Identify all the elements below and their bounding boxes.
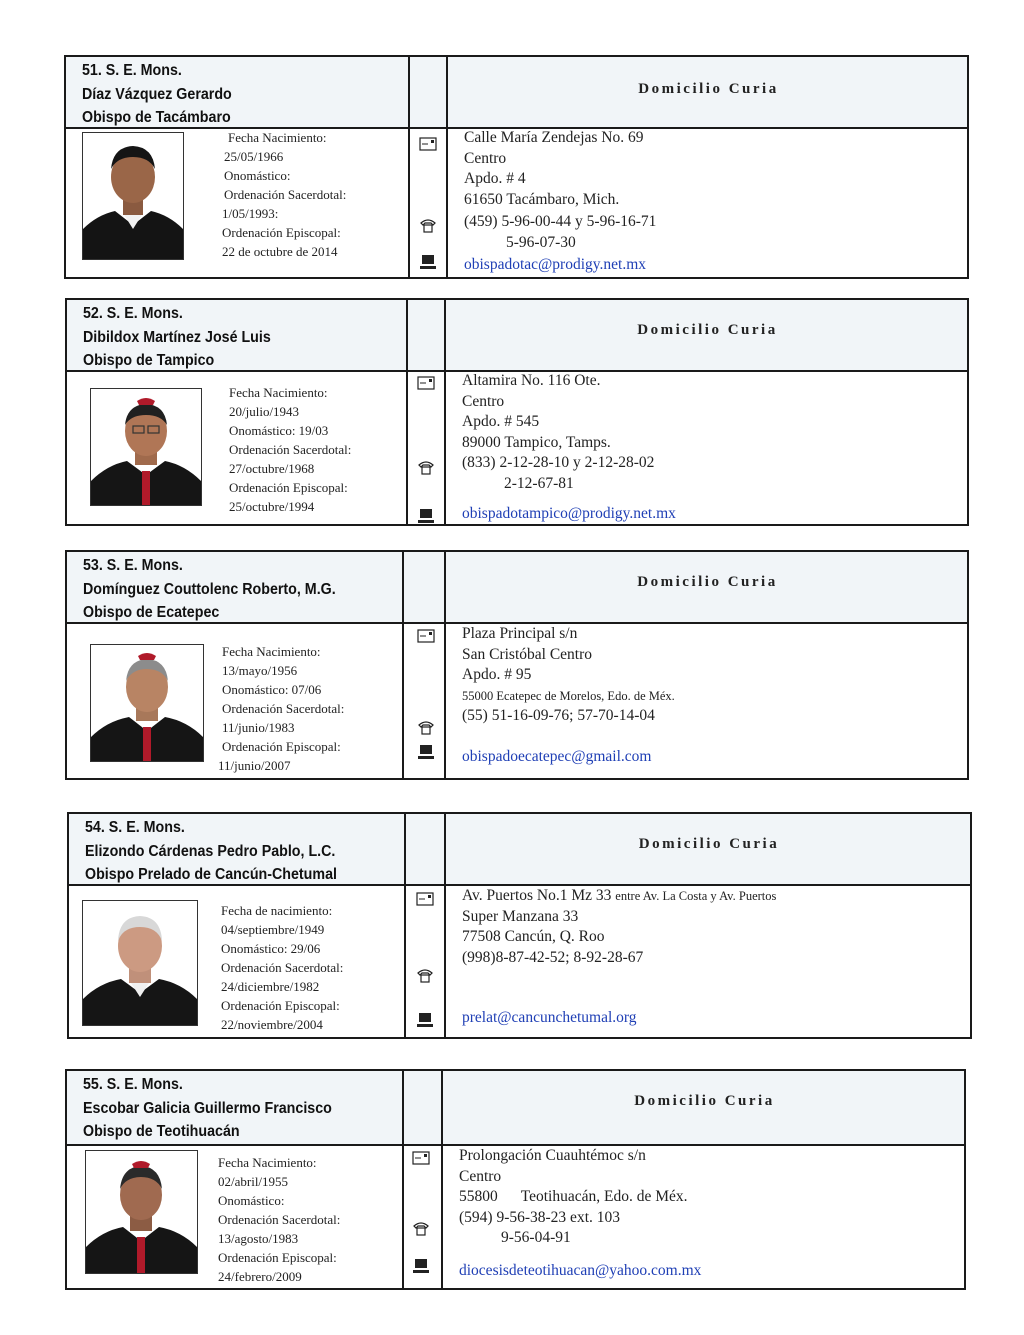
bio-line: 22 de octubre de 2014 (222, 244, 338, 259)
computer-icon (417, 743, 435, 761)
bishop-role: Obispo de Teotihuacán (83, 1123, 240, 1140)
mail-icon (419, 135, 437, 153)
address-line: 55800 Teotihuacán, Edo. de Méx. (459, 1188, 688, 1205)
portrait-image (91, 645, 203, 761)
phone-line: (459) 5-96-00-44 y 5-96-16-71 (464, 213, 657, 230)
address-line: San Cristóbal Centro (462, 645, 593, 663)
address-line: Prolongación Cuauhtémoc s/n (459, 1147, 646, 1164)
address-line: Apdo. # 95 (462, 666, 532, 683)
bio-line: Fecha Nacimiento: (222, 644, 321, 659)
bio-line: Onomástico: (224, 168, 291, 183)
domicilio-curia-heading: Domicilio Curia (638, 836, 780, 852)
bishop-name-block (83, 554, 336, 625)
bio-line: Ordenación Episcopal: (229, 480, 348, 495)
portrait-image (86, 1151, 197, 1273)
address-line: Altamira No. 116 Ote. (462, 372, 601, 389)
address-line: Calle María Zendejas No. 69 (464, 129, 644, 146)
domicilio-curia-heading: Domicilio Curia (637, 574, 778, 590)
bio-line: Onomástico: 29/06 (221, 941, 321, 956)
bio-line: Ordenación Sacerdotal: (224, 187, 347, 202)
phone-icon (419, 216, 437, 234)
address-note: entre Av. La Costa y Av. Puertos (615, 889, 777, 903)
bishop-entry-53 (65, 550, 969, 780)
bishop-title: 51. S. E. Mons. (82, 62, 182, 79)
phone-line: 5-96-07-30 (506, 233, 576, 251)
email-link[interactable]: prelat@cancunchetumal.org (462, 1009, 637, 1026)
bio-line: 27/octubre/1968 (229, 461, 315, 476)
bishop-bio (229, 383, 351, 516)
bishop-name: Escobar Galicia Guillermo Francisco (83, 1099, 332, 1117)
phone-icon (417, 718, 435, 736)
bio-line: Fecha Nacimiento: (218, 1155, 317, 1170)
bishop-bio (218, 1153, 340, 1286)
address-line: Plaza Principal s/n (462, 625, 578, 642)
curia-address (459, 1146, 701, 1281)
address-line: Centro (462, 392, 505, 410)
curia-address (462, 624, 675, 767)
bio-line: Fecha de nacimiento: (221, 903, 333, 918)
bishop-bio (221, 901, 343, 1034)
mail-icon (417, 374, 435, 392)
domicilio-curia-heading: Domicilio Curia (638, 81, 779, 97)
bishop-photo (85, 1150, 198, 1274)
bio-line: 20/julio/1943 (229, 404, 300, 419)
bio-line: 11/junio/2007 (218, 758, 291, 773)
bio-line: 13/agosto/1983 (218, 1231, 299, 1246)
bio-line: Fecha Nacimiento: (228, 130, 327, 145)
phone-line: 9-56-04-91 (501, 1229, 571, 1246)
address-line: 77508 Cancún, Q. Roo (462, 928, 605, 945)
bishop-entry-54 (67, 812, 972, 1039)
bio-line: Ordenación Episcopal: (218, 1250, 337, 1265)
bio-line: Fecha Nacimiento: (229, 385, 328, 400)
phone-line: (998)8-87-42-52; 8-92-28-67 (462, 948, 644, 966)
domicilio-curia-heading: Domicilio Curia (637, 322, 778, 338)
bishop-name: Díaz Vázquez Gerardo (82, 85, 232, 103)
bio-line: 02/abril/1955 (218, 1174, 289, 1189)
bio-line: 1/05/1993: (222, 206, 279, 221)
computer-icon (417, 507, 435, 525)
bio-line: Ordenación Sacerdotal: (229, 442, 352, 457)
computer-icon (412, 1257, 430, 1275)
bishop-name: Domínguez Couttolenc Roberto, M.G. (83, 580, 336, 598)
bio-line: Onomástico: 07/06 (222, 682, 322, 697)
bio-line: Ordenación Episcopal: (221, 998, 340, 1013)
mail-icon (417, 627, 435, 645)
mail-icon (416, 890, 434, 908)
bishop-entry-52 (65, 298, 969, 526)
computer-icon (416, 1011, 434, 1029)
bishop-role: Obispo de Tacámbaro (82, 109, 231, 126)
bio-line: Ordenación Episcopal: (222, 739, 341, 754)
bishop-photo (82, 132, 184, 260)
bishop-photo (90, 388, 202, 506)
bishop-photo (82, 900, 198, 1026)
address-line: Super Manzana 33 (462, 907, 579, 925)
address-line: Centro (464, 149, 507, 167)
address-line: 61650 Tacámbaro, Mich. (464, 190, 620, 208)
email-link[interactable]: obispadotac@prodigy.net.mx (464, 256, 647, 273)
phone-icon (412, 1219, 430, 1237)
phone-icon (417, 458, 435, 476)
bio-line: Ordenación Episcopal: (222, 225, 341, 240)
bishop-name: Elizondo Cárdenas Pedro Pablo, L.C. (85, 842, 336, 860)
bishop-role: Obispo de Ecatepec (83, 604, 220, 621)
bio-line: 13/mayo/1956 (222, 663, 298, 678)
bio-line: 24/febrero/2009 (218, 1269, 302, 1284)
bio-line: 25/05/1966 (224, 149, 284, 164)
address-line: Centro (459, 1167, 502, 1185)
email-link[interactable]: diocesisdeteotihuacan@yahoo.com.mx (459, 1261, 702, 1279)
address-line: Apdo. # 4 (464, 170, 526, 187)
curia-address (464, 128, 656, 276)
bio-line: 04/septiembre/1949 (221, 922, 325, 937)
phone-icon (416, 966, 434, 984)
bishop-role: Obispo de Tampico (83, 352, 215, 369)
mail-icon (412, 1149, 430, 1167)
bio-line: 25/octubre/1994 (229, 499, 315, 514)
phone-line: (833) 2-12-28-10 y 2-12-28-02 (462, 454, 655, 471)
bio-line: 22/noviembre/2004 (221, 1017, 323, 1032)
portrait-image (91, 389, 201, 505)
bishop-bio (222, 128, 346, 261)
address-line: Av. Puertos No.1 Mz 33 (462, 887, 612, 904)
bishop-bio (218, 642, 344, 775)
curia-address (462, 371, 676, 525)
bishop-title: 52. S. E. Mons. (83, 305, 183, 322)
bio-line: 24/diciembre/1982 (221, 979, 320, 994)
bishop-name-block (83, 1073, 332, 1144)
email-link[interactable]: obispadoecatepec@gmail.com (462, 747, 652, 765)
phone-line: (594) 9-56-38-23 ext. 103 (459, 1208, 620, 1226)
bio-line: Onomástico: (218, 1193, 285, 1208)
bishop-title: 54. S. E. Mons. (85, 819, 185, 836)
bishop-title: 55. S. E. Mons. (83, 1076, 183, 1093)
computer-icon (419, 253, 437, 271)
bishop-name-block (82, 59, 232, 130)
phone-line: (55) 51-16-09-76; 57-70-14-04 (462, 707, 655, 724)
bio-line: Ordenación Sacerdotal: (221, 960, 344, 975)
address-line: 89000 Tampico, Tamps. (462, 433, 611, 451)
bishop-role: Obispo Prelado de Cancún-Chetumal (85, 866, 337, 883)
portrait-image (83, 901, 197, 1025)
domicilio-curia-heading: Domicilio Curia (634, 1093, 775, 1109)
bio-line: 11/junio/1983 (222, 720, 295, 735)
bishop-entry-51 (64, 55, 969, 279)
email-link[interactable]: obispadotampico@prodigy.net.mx (462, 505, 676, 522)
bishop-photo (90, 644, 204, 762)
bishop-entry-55 (65, 1069, 966, 1290)
phone-line: 2-12-67-81 (504, 474, 574, 492)
bishop-name-block (83, 302, 271, 373)
bishop-name: Dibildox Martínez José Luis (83, 328, 271, 346)
bio-line: Ordenación Sacerdotal: (222, 701, 345, 716)
address-line: 55000 Ecatepec de Morelos, Edo. de Méx. (462, 688, 675, 703)
curia-address (462, 886, 776, 1029)
bishop-name-block (85, 816, 337, 887)
address-line: Apdo. # 545 (462, 413, 540, 430)
portrait-image (83, 133, 183, 259)
bishop-title: 53. S. E. Mons. (83, 557, 183, 574)
bio-line: Ordenación Sacerdotal: (218, 1212, 341, 1227)
bio-line: Onomástico: 19/03 (229, 423, 329, 438)
